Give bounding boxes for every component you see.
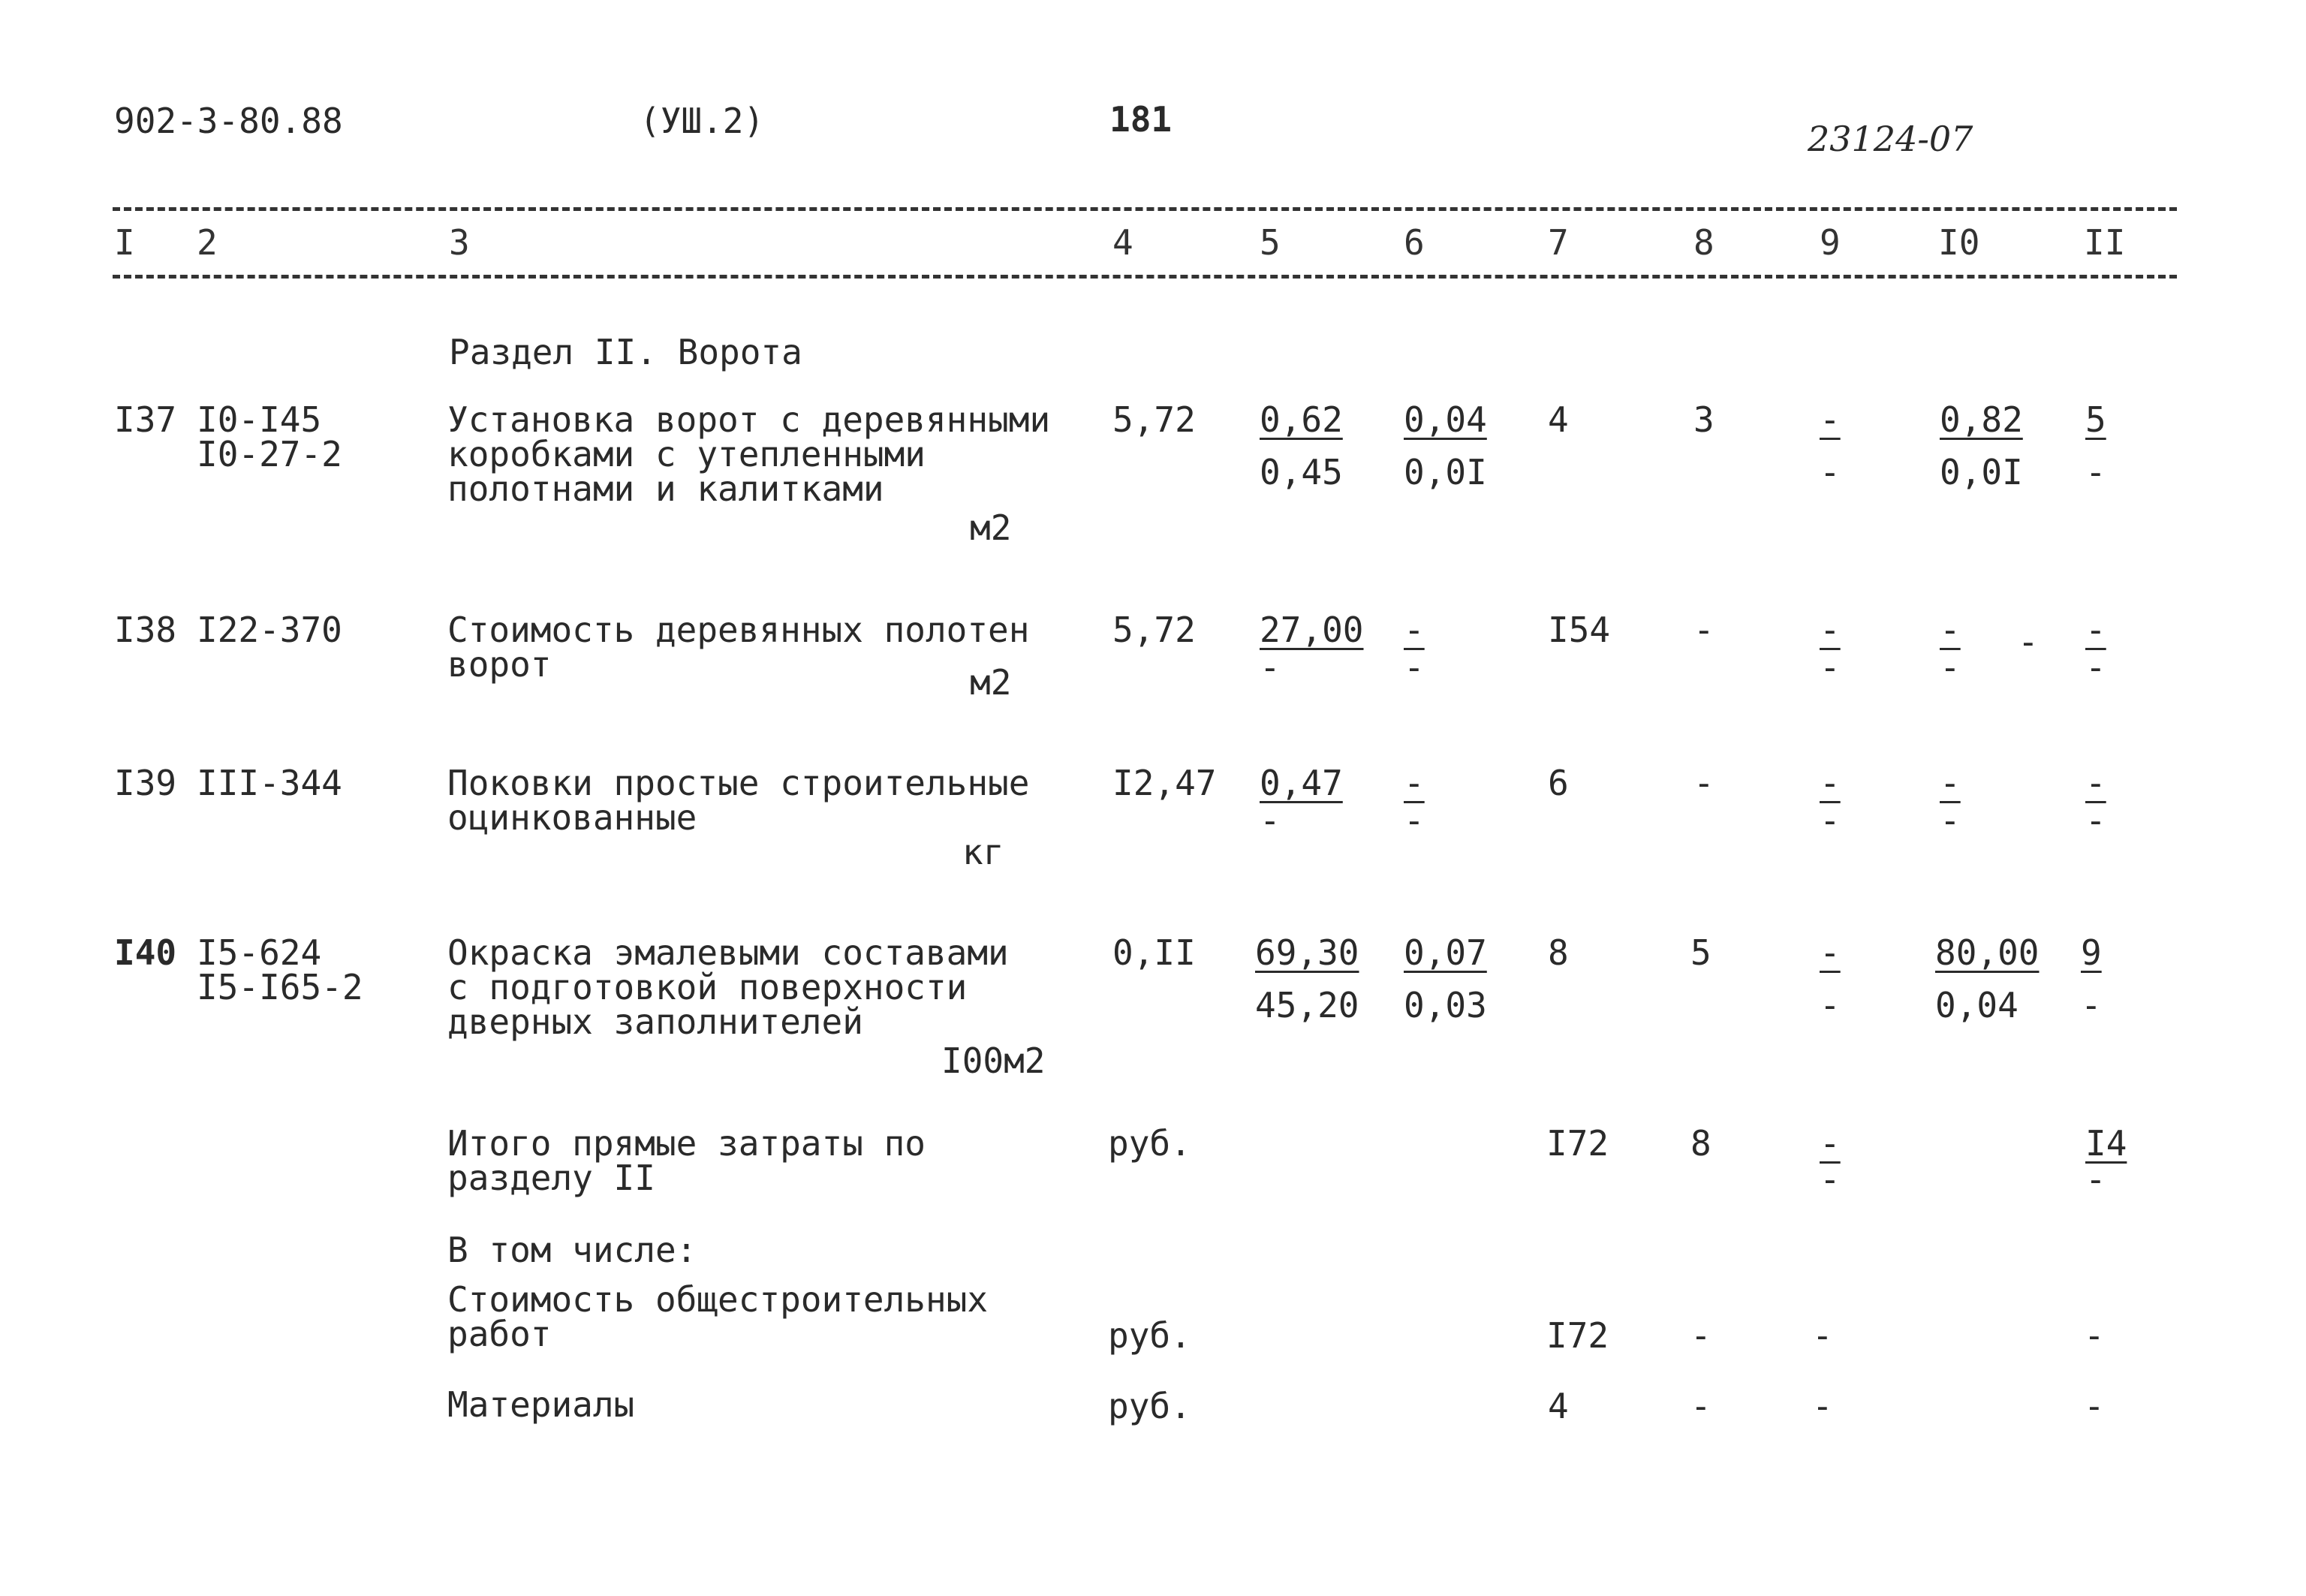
row-unit: I00м2 xyxy=(941,1040,1046,1081)
col10-top: - xyxy=(1940,610,1961,650)
col10-bottom: 0,04 xyxy=(1935,985,2019,1025)
col10-top: 80,00 xyxy=(1935,932,2040,973)
col-header-5: 5 xyxy=(1260,222,1281,263)
section-title: Раздел II. Ворота xyxy=(449,332,802,372)
col10-extra: - xyxy=(2018,622,2039,662)
col11-top: 9 xyxy=(2081,932,2102,973)
col6-top: - xyxy=(1404,763,1425,803)
col10-top: - xyxy=(1940,763,1961,803)
totals-label: Итого прямые затраты по разделу II xyxy=(447,1123,926,1198)
col-header-9: 9 xyxy=(1820,222,1841,263)
col9-bottom: - xyxy=(1820,452,1841,492)
col9-bottom: - xyxy=(1820,985,1841,1025)
col11-top: - xyxy=(2085,763,2106,803)
row-code: I22-370 xyxy=(197,610,342,650)
row-code: I0-I45 I0-27-2 xyxy=(197,399,342,474)
totals-col9-bottom: - xyxy=(1820,1159,1841,1200)
row-code: III-344 xyxy=(197,763,342,803)
header-bottom-rule xyxy=(113,275,2177,279)
col6-bottom: 0,0I xyxy=(1404,452,1487,492)
col5-top: 69,30 xyxy=(1255,932,1359,973)
col6-bottom: - xyxy=(1404,800,1425,841)
col10-bottom: 0,0I xyxy=(1940,452,2023,492)
col-header-2: 2 xyxy=(197,222,218,263)
col5-bottom: 0,45 xyxy=(1260,452,1343,492)
general-works-col8: - xyxy=(1690,1315,1711,1356)
totals-col7: I72 xyxy=(1546,1123,1609,1164)
materials-col11: - xyxy=(2084,1386,2105,1426)
document-code: 902-3-80.88 xyxy=(114,101,343,141)
col6-top: - xyxy=(1404,610,1425,650)
col10-bottom: - xyxy=(1940,800,1961,841)
col11-bottom: - xyxy=(2081,985,2102,1025)
col5-top: 0,62 xyxy=(1260,399,1343,440)
col8-value: 5 xyxy=(1690,932,1711,973)
col5-top: 27,00 xyxy=(1260,610,1364,650)
totals-unit: руб. xyxy=(1108,1123,1191,1164)
col11-top: - xyxy=(2085,610,2106,650)
materials-label: Материалы xyxy=(447,1384,635,1425)
row-name: Установка ворот с деревянными коробками с утепленными полотнами и калитками xyxy=(447,399,1051,509)
page-number: 181 xyxy=(1109,99,1173,140)
totals-col8: 8 xyxy=(1690,1123,1711,1164)
col9-bottom: - xyxy=(1820,647,1841,688)
col11-bottom: - xyxy=(2085,452,2106,492)
totals-col11-bottom: - xyxy=(2085,1159,2106,1200)
general-works-label: Стоимость общестроительных работ xyxy=(447,1279,989,1354)
col7-value: I54 xyxy=(1548,610,1611,650)
col6-bottom: - xyxy=(1404,647,1425,688)
col7-value: 8 xyxy=(1548,932,1569,973)
col6-bottom: 0,03 xyxy=(1404,985,1487,1025)
general-works-unit: руб. xyxy=(1108,1315,1191,1356)
col9-top: - xyxy=(1820,763,1841,803)
row-number: I40 xyxy=(114,932,177,973)
col-header-7: 7 xyxy=(1548,222,1569,263)
col-header-8: 8 xyxy=(1693,222,1714,263)
col10-top: 0,82 xyxy=(1940,399,2023,440)
col8-value: 3 xyxy=(1693,399,1714,440)
row-name: Поковки простые строительные оцинкованные xyxy=(447,763,1030,838)
stamp-number: 23124-07 xyxy=(1808,119,1973,159)
col-header-4: 4 xyxy=(1112,222,1133,263)
col9-top: - xyxy=(1820,399,1841,440)
row-quantity: 5,72 xyxy=(1112,399,1196,440)
col-header-10: I0 xyxy=(1938,222,1980,263)
col-header-1: I xyxy=(114,222,135,263)
row-unit: кг xyxy=(962,832,1004,872)
general-works-col9: - xyxy=(1812,1315,1833,1356)
col6-top: 0,04 xyxy=(1404,399,1487,440)
row-code: I5-624 I5-I65-2 xyxy=(197,932,363,1007)
col9-top: - xyxy=(1820,610,1841,650)
col5-bottom: - xyxy=(1260,647,1281,688)
col11-bottom: - xyxy=(2085,647,2106,688)
including-label: В том числе: xyxy=(447,1230,697,1270)
col8-value: - xyxy=(1693,610,1714,650)
section-reference: (УШ.2) xyxy=(640,101,765,141)
row-name: Стоимость деревянных полотен ворот xyxy=(447,610,1030,685)
col9-bottom: - xyxy=(1820,800,1841,841)
materials-col9: - xyxy=(1812,1386,1833,1426)
col-header-3: 3 xyxy=(449,222,470,263)
row-quantity: I2,47 xyxy=(1112,763,1217,803)
col5-bottom: - xyxy=(1260,800,1281,841)
totals-col9-top: - xyxy=(1820,1123,1841,1164)
general-works-col7: I72 xyxy=(1546,1315,1609,1356)
col10-bottom: - xyxy=(1940,647,1961,688)
row-quantity: 0,II xyxy=(1112,932,1196,973)
col5-top: 0,47 xyxy=(1260,763,1343,803)
row-number: I38 xyxy=(114,610,177,650)
col-header-11: II xyxy=(2084,222,2126,263)
row-number: I39 xyxy=(114,763,177,803)
row-quantity: 5,72 xyxy=(1112,610,1196,650)
col-header-6: 6 xyxy=(1404,222,1425,263)
materials-col7: 4 xyxy=(1548,1386,1569,1426)
header-top-rule xyxy=(113,207,2177,211)
col11-top: 5 xyxy=(2085,399,2106,440)
materials-unit: руб. xyxy=(1108,1386,1191,1426)
materials-col8: - xyxy=(1690,1386,1711,1426)
col6-top: 0,07 xyxy=(1404,932,1487,973)
row-unit: м2 xyxy=(970,507,1012,548)
row-number: I37 xyxy=(114,399,177,440)
col7-value: 6 xyxy=(1548,763,1569,803)
row-unit: м2 xyxy=(970,662,1012,703)
row-name: Окраска эмалевыми составами с подготовкой поверхности дверных заполнителей xyxy=(447,932,1009,1042)
general-works-col11: - xyxy=(2084,1315,2105,1356)
col5-bottom: 45,20 xyxy=(1255,985,1359,1025)
col7-value: 4 xyxy=(1548,399,1569,440)
col8-value: - xyxy=(1693,763,1714,803)
totals-col11-top: I4 xyxy=(2085,1123,2127,1164)
col9-top: - xyxy=(1820,932,1841,973)
col11-bottom: - xyxy=(2085,800,2106,841)
